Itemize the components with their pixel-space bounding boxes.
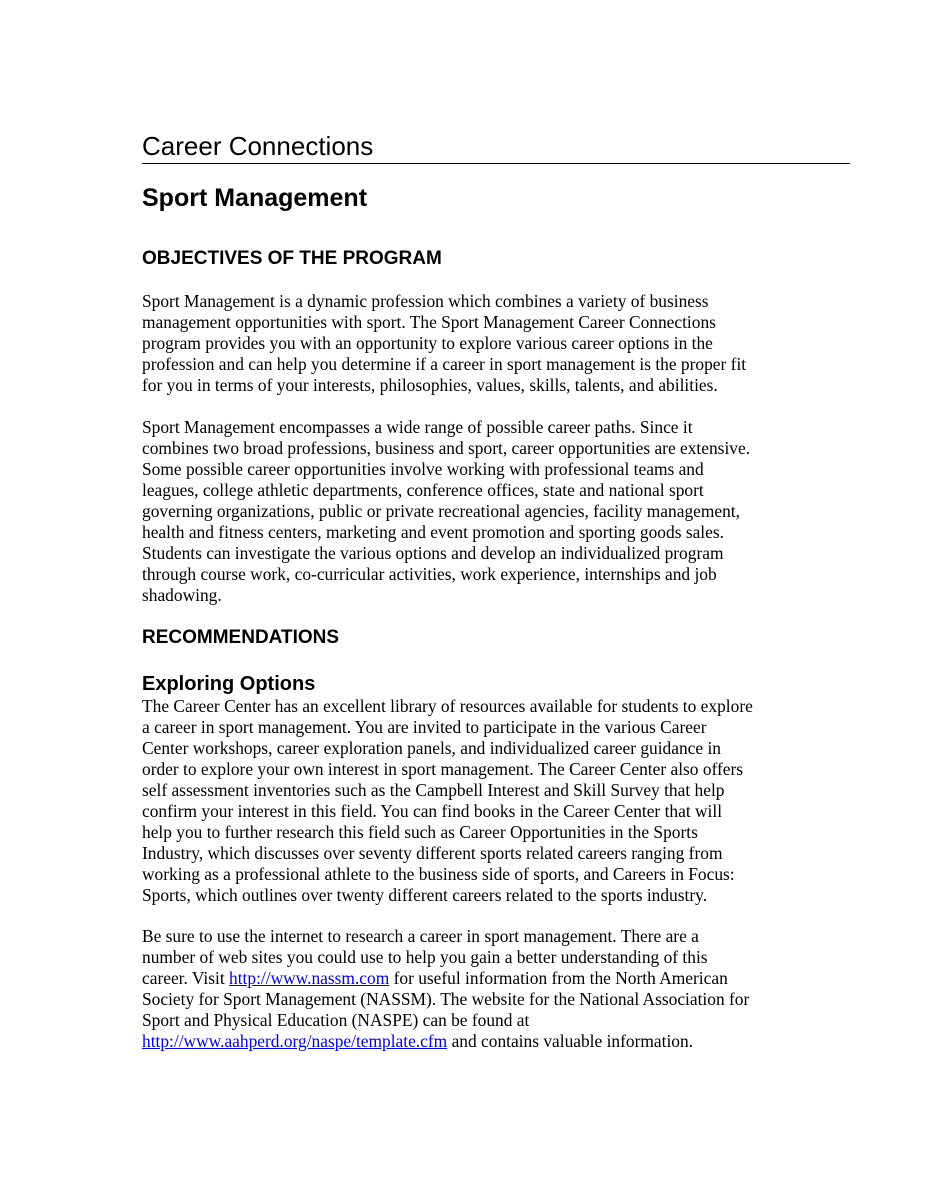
text-fragment: for useful information from the North American xyxy=(389,968,728,988)
text-fragment: career. Visit xyxy=(142,968,230,988)
objectives-heading: OBJECTIVES OF THE PROGRAM xyxy=(142,248,442,269)
text-line: for you in terms of your interests, philosophies, values, skills, talents, and abilities. xyxy=(142,375,718,395)
exploring-paragraph-2 xyxy=(142,926,802,1052)
text-line: governing organizations, public or private recreational agencies, facility management, xyxy=(142,501,740,521)
text-line xyxy=(142,1031,802,1052)
text-line: management opportunities with sport. The Sport Management Career Connections xyxy=(142,312,716,332)
text-line: order to explore your own interest in sport management. The Career Center also offers xyxy=(142,759,744,779)
text-line xyxy=(142,968,802,989)
nassm-link[interactable]: http://www.nassm.com xyxy=(229,968,390,988)
text-line: profession and can help you determine if a career in sport management is the proper fit xyxy=(142,354,747,374)
text-line: Sport and Physical Education (NASPE) can be found at xyxy=(142,1010,530,1030)
header-title: Career Connections xyxy=(142,131,374,161)
text-line: Be sure to use the internet to research a career in sport management. There are a xyxy=(142,926,699,946)
text-fragment: and contains valuable information. xyxy=(447,1031,694,1051)
text-line: confirm your interest in this field. You can find books in the Career Center that will xyxy=(142,801,723,821)
page-header xyxy=(142,131,850,164)
text-line: Sport Management is a dynamic profession which combines a variety of business xyxy=(142,291,709,311)
text-line: number of web sites you could use to help you gain a better understanding of this xyxy=(142,947,708,967)
text-line: Students can investigate the various options and develop an individualized program xyxy=(142,543,724,563)
objectives-paragraph-1 xyxy=(142,291,802,396)
document-title: Sport Management xyxy=(142,184,368,212)
text-line: program provides you with an opportunity to explore various career options in the xyxy=(142,333,713,353)
recommendations-heading: RECOMMENDATIONS xyxy=(142,627,340,648)
text-line: Sport Management encompasses a wide range of possible career paths. Since it xyxy=(142,417,693,437)
text-line: working as a professional athlete to the business side of sports, and Careers in Focus: xyxy=(142,864,735,884)
text-line: Some possible career opportunities involve working with professional teams and xyxy=(142,459,704,479)
text-line: self assessment inventories such as the Campbell Interest and Skill Survey that help xyxy=(142,780,725,800)
text-line: Center workshops, career exploration panels, and individualized career guidance in xyxy=(142,738,721,758)
text-line: Society for Sport Management (NASSM). The website for the National Association for xyxy=(142,989,750,1009)
exploring-options-heading: Exploring Options xyxy=(142,673,316,695)
text-line: combines two broad professions, business and sport, career opportunities are extensive. xyxy=(142,438,751,458)
text-line: health and fitness centers, marketing and event promotion and sporting goods sales. xyxy=(142,522,724,542)
text-line: Sports, which outlines over twenty different careers related to the sports industry. xyxy=(142,885,708,905)
text-line: Industry, which discusses over seventy different sports related careers ranging from xyxy=(142,843,723,863)
text-line: through course work, co-curricular activities, work experience, internships and job xyxy=(142,564,717,584)
objectives-paragraph-2 xyxy=(142,417,802,606)
text-line: help you to further research this field such as Career Opportunities in the Sports xyxy=(142,822,698,842)
exploring-paragraph-1 xyxy=(142,696,802,906)
text-line: The Career Center has an excellent library of resources available for students to explore xyxy=(142,696,753,716)
text-line: shadowing. xyxy=(142,585,222,605)
text-line: leagues, college athletic departments, conference offices, state and national sport xyxy=(142,480,704,500)
text-line: a career in sport management. You are invited to participate in the various Career xyxy=(142,717,707,737)
naspe-link[interactable]: http://www.aahperd.org/naspe/template.cfm xyxy=(142,1031,448,1051)
